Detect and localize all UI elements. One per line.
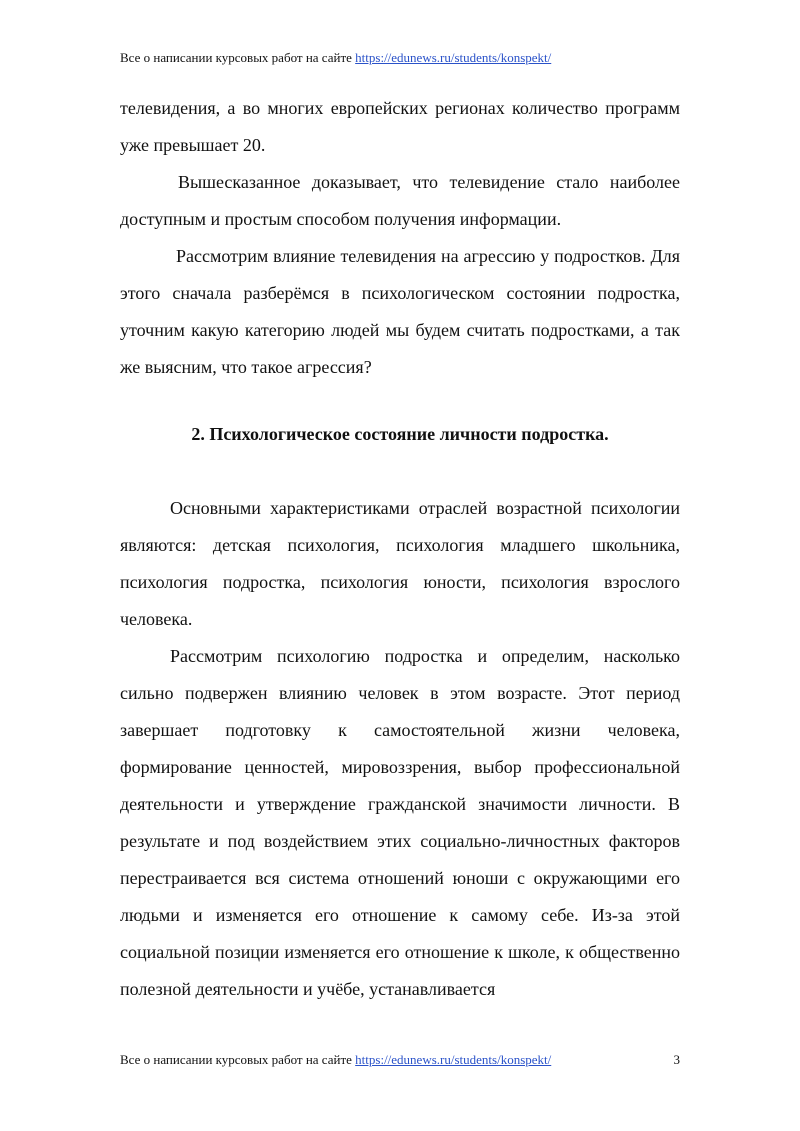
paragraph-2: Вышесказанное доказывает, что телевидение стало наиболее доступным и простым способом получения информации. bbox=[120, 172, 680, 229]
page-header bbox=[120, 50, 680, 66]
paragraph-3: Рассмотрим влияние телевидения на агрессию у подростков. Для этого сначала разберёмся в психологическом состоянии подростка, уточним какую категорию людей мы будем считать подростками, а так же выясним, что такое агрессия? bbox=[120, 246, 680, 377]
spacer bbox=[120, 453, 680, 490]
spacer bbox=[120, 386, 680, 416]
paragraph-5: Рассмотрим психологию подростка и определим, насколько сильно подвержен влиянию человек в этом возрасте. Этот период завершает подготовку к самостоятельной жизни человека, формирование ценностей, мировоззрения, выбор профессиональной деятельности и утверждение гражданской значимости личности. В результате и под воздействием этих социально-личностных факторов перестраивается вся система отношений юноши с окружающими его людьми и изменяется его отношение к самому себе. Из-за этой социальной позиции изменяется его отношение к школе, к общественно полезной деятельности и учёбе, устанавливается bbox=[120, 646, 680, 999]
paragraph-4: Основными характеристиками отраслей возрастной психологии являются: детская психология, психология младшего школьника, психология подростка, психология юности, психология взрослого человека. bbox=[120, 498, 680, 629]
document-body bbox=[120, 90, 680, 1008]
page-footer bbox=[120, 1052, 680, 1068]
footer-text: Все о написании курсовых работ на сайте bbox=[120, 1052, 352, 1067]
section-heading: 2. Психологическое состояние личности подростка. bbox=[191, 424, 609, 444]
header-text: Все о написании курсовых работ на сайте bbox=[120, 50, 352, 65]
paragraph-1: телевидения, а во многих европейских регионах количество программ уже превышает 20. bbox=[120, 98, 680, 155]
page-number: 3 bbox=[673, 1052, 680, 1067]
header-link[interactable]: https://edunews.ru/students/konspekt/ bbox=[355, 50, 552, 65]
footer-link[interactable]: https://edunews.ru/students/konspekt/ bbox=[355, 1052, 552, 1067]
